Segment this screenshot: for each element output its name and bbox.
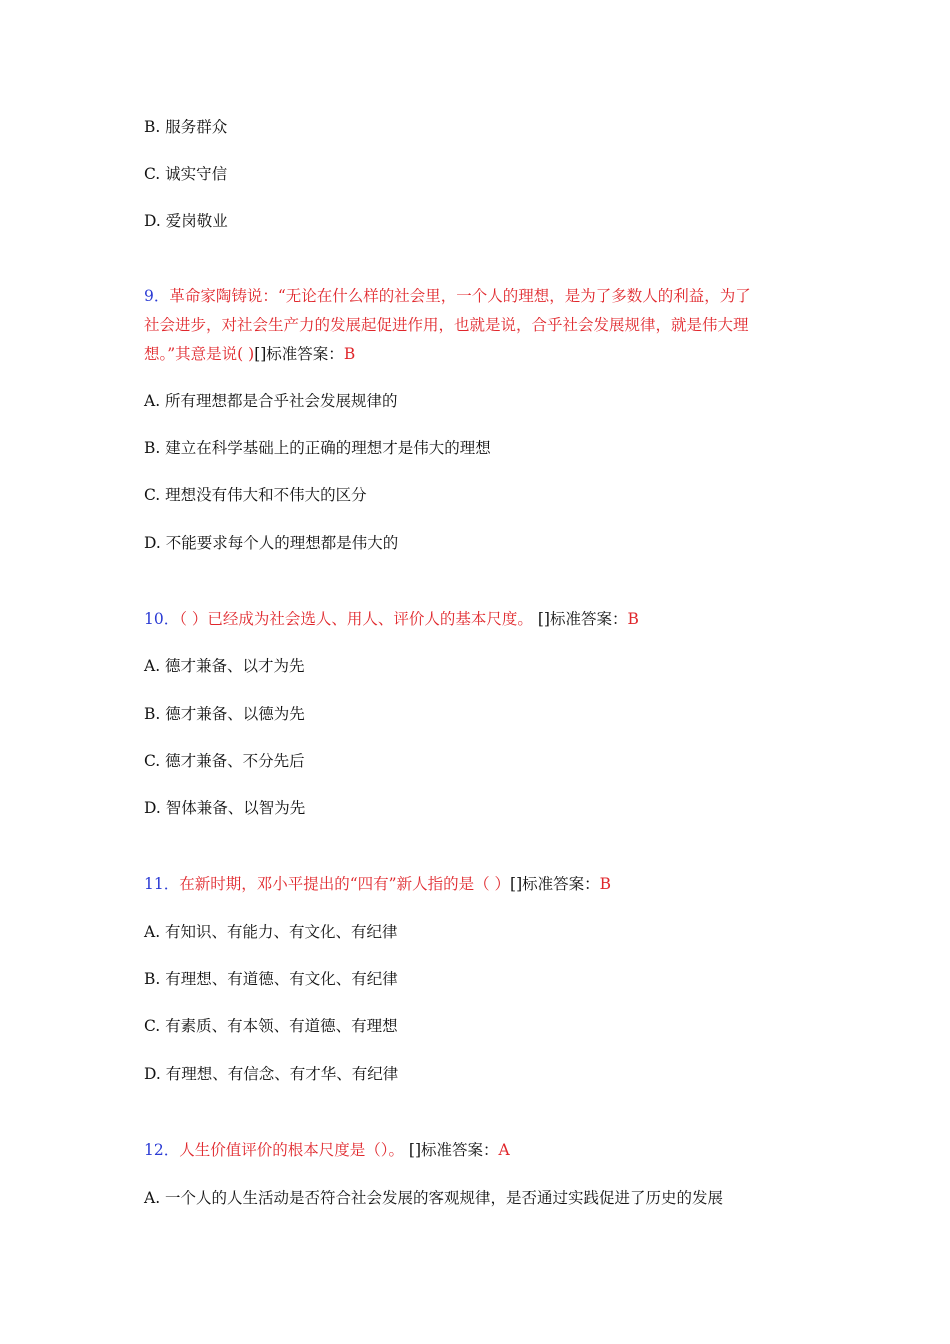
question-number: 11． — [144, 875, 180, 893]
question-9-line-1 — [144, 286, 751, 306]
standard-answer-value: B — [599, 875, 612, 893]
question-number: 10． — [144, 610, 180, 628]
option-b: B. 服务群众 — [144, 118, 228, 136]
standard-answer-label: []标准答案： — [254, 345, 344, 363]
standard-answer-label: []标准答案： — [532, 610, 628, 628]
question-10 — [144, 609, 639, 629]
option-c: C. 理想没有伟大和不伟大的区分 — [144, 486, 367, 504]
question-stem: 人生价值评价的根本尺度是（）。 — [179, 1141, 404, 1159]
option-a: A. 所有理想都是合乎社会发展规律的 — [144, 392, 398, 410]
question-stem: 想。”其意是说( ) — [144, 345, 255, 363]
question-stem: 社会进步，对社会生产力的发展起促进作用，也就是说，合乎社会发展规律，就是伟大理 — [144, 316, 749, 334]
question-stem: （ ）已经成为社会选人、用人、评价人的基本尺度。 — [179, 610, 533, 628]
option-b: B. 德才兼备、以德为先 — [144, 705, 305, 723]
option-b: B. 有理想、有道德、有文化、有纪律 — [144, 970, 398, 988]
option-d: D. 智体兼备、以智为先 — [144, 799, 306, 817]
standard-answer-label: []标准答案： — [510, 875, 600, 893]
question-9-line-3 — [144, 344, 355, 364]
option-c: C. 有素质、有本领、有道德、有理想 — [144, 1017, 398, 1035]
option-d: D. 不能要求每个人的理想都是伟大的 — [144, 534, 399, 552]
option-a: A. 有知识、有能力、有文化、有纪律 — [144, 923, 398, 941]
question-11 — [144, 874, 611, 894]
standard-answer-value: A — [498, 1141, 510, 1159]
question-stem: 革命家陶铸说：“无论在什么样的社会里，一个人的理想，是为了多数人的利益，为了 — [169, 287, 751, 305]
standard-answer-value: B — [343, 345, 356, 363]
question-12 — [144, 1140, 510, 1160]
option-d: D. 有理想、有信念、有才华、有纪律 — [144, 1065, 399, 1083]
question-number: 12． — [144, 1141, 180, 1159]
standard-answer-value: B — [627, 610, 639, 628]
question-number: 9． — [144, 287, 170, 305]
question-9-line-2 — [144, 315, 749, 335]
option-c: C. 德才兼备、不分先后 — [144, 752, 305, 770]
standard-answer-label: []标准答案： — [404, 1141, 499, 1159]
option-c: C. 诚实守信 — [144, 165, 228, 183]
option-b: B. 建立在科学基础上的正确的理想才是伟大的理想 — [144, 439, 491, 457]
option-a: A. 一个人的人生活动是否符合社会发展的客观规律，是否通过实践促进了历史的发展 — [144, 1189, 724, 1207]
option-a: A. 德才兼备、以才为先 — [144, 657, 305, 675]
option-d: D. 爱岗敬业 — [144, 212, 228, 230]
question-stem: 在新时期，邓小平提出的“四有”新人指的是（ ） — [179, 875, 511, 893]
